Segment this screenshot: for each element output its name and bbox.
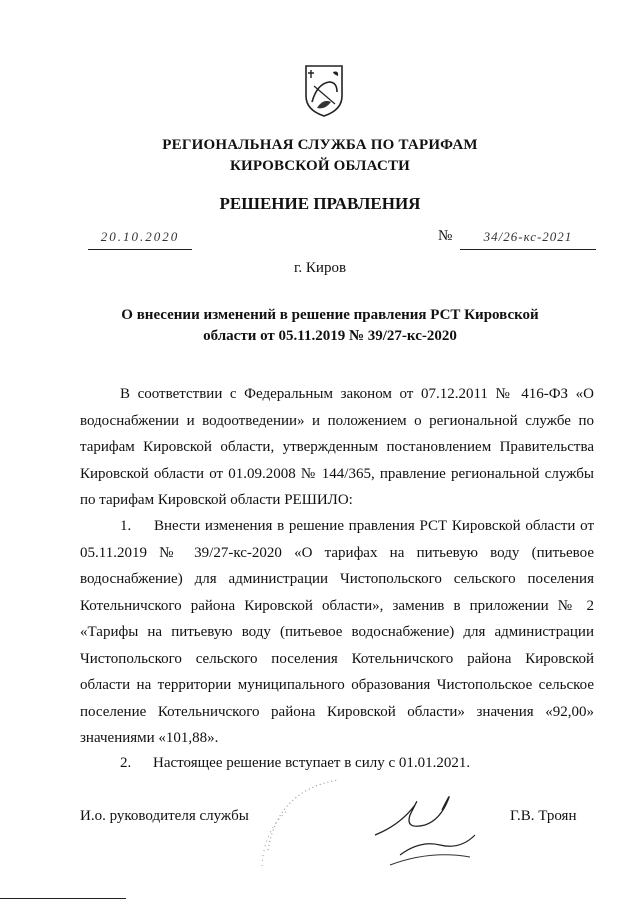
organization-name-line1: РЕГИОНАЛЬНАЯ СЛУЖБА ПО ТАРИФАМ [162,137,478,153]
coat-of-arms-icon [303,62,345,118]
organization-name-line2: КИРОВСКОЙ ОБЛАСТИ [229,158,411,174]
handwritten-signature [370,785,480,870]
item-1-number: 1. [120,518,132,534]
item-1-text: Внести изменения в решение правления РСТ Кировской области от 05.11.2019 № 39/27-кс-2020 «О тарифах на питьевую воду (питьевое водоснабжение) для администрации Чистопольского сельского поселения Котельничского района Кировской области», заменив в приложении № 2 «Тарифы на питьевую воду (питьевое водоснабжение) для администрации Чистопольского сельского поселения Котельничского района Кировской области на территории муниципального образования Чистопольское сельское поселение Котельничского района Кировской области» значения «92,00» значениями «101,88». [80,518,595,746]
document-subject: О внесении изменений в решение правления РСТ Кировской области от 05.11.2019 № 39/27-кс-2020 [121,307,539,344]
stamp-mark [258,770,378,880]
document-number: 34/26-кс-2021 [460,229,596,250]
document-title: РЕШЕНИЕ ПРАВЛЕНИЯ [219,194,421,213]
footer-divider [0,898,126,899]
signer-position: И.о. руководителя службы [80,808,249,824]
preamble-paragraph: В соответствии с Федеральным законом от 07.12.2011 № 416-ФЗ «О водоснабжении и водоотведении» и положением о региональной службе по тарифам Кировской области, утвержденным постановлением Правительства Кировской области от 01.09.2008 № 144/365, правление региональной службы по тарифам Кировской области РЕШИЛО: [80,386,594,508]
decision-item-1 [80,513,594,752]
signer-name: Г.В. Троян [510,808,577,824]
item-2-text: Настоящее решение вступает в силу с 01.01.2021. [153,755,471,771]
item-2-number: 2. [120,755,132,771]
city: г. Киров [293,260,347,276]
number-label: № [438,228,453,244]
document-date: 20.10.2020 [88,229,192,250]
